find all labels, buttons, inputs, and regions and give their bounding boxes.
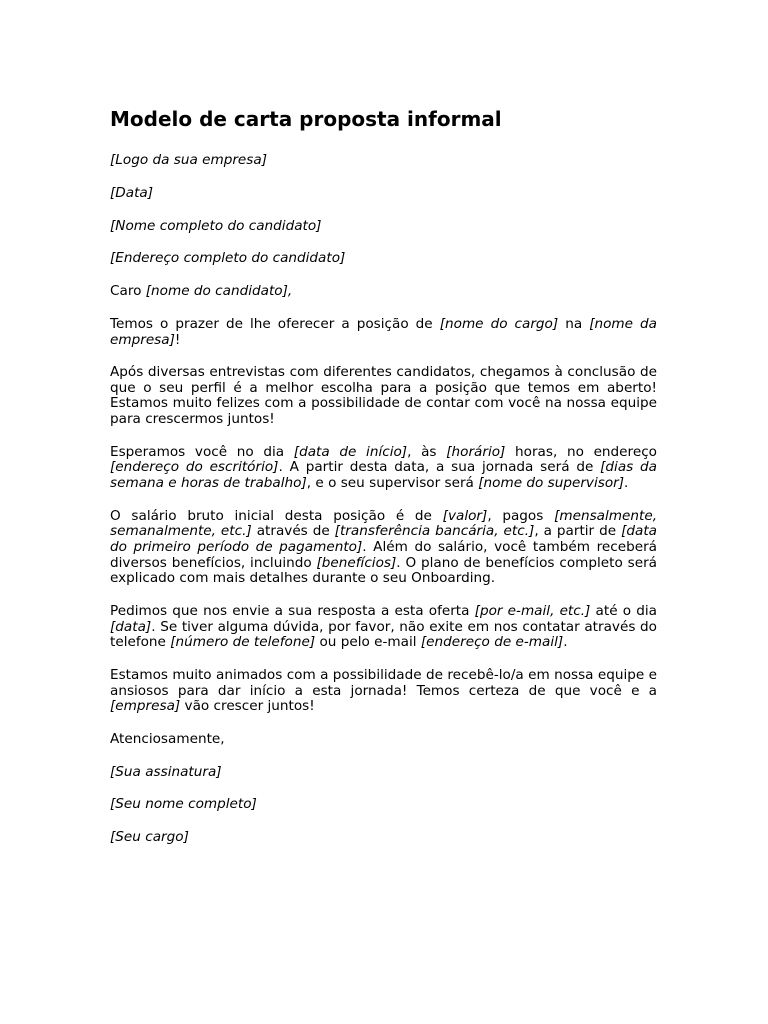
letter-document	[110, 106, 657, 863]
position-placeholder: [Seu cargo]	[110, 829, 189, 846]
document-title: Modelo de carta proposta informal	[110, 107, 502, 131]
signature-placeholder: [Sua assinatura]	[110, 763, 222, 780]
paragraph-salary: O salário bruto inicial desta posição é de [valor], pagos [mensalmente, semanalmente, etc.] através de [transferência bancária, etc.], a partir de [data do primeiro período de pagamento]. Além do salário, você também receberá diversos benefícios, incluindo [benefícios]. O plano de benefícios completo será explicado com mais detalhes durante o seu Onboarding.	[110, 507, 658, 587]
paragraph-start-date: Esperamos você no dia [data de início], às [horário] horas, no endereço [endereço do escritório]. A partir desta data, a sua jornada será de [dias da semana e horas de trabalho], e o seu supervisor será [nome do supervisor].	[110, 443, 658, 492]
logo-placeholder: [Logo da sua empresa]	[110, 152, 267, 168]
paragraph-response: Pedimos que nos envie a sua resposta a esta oferta [por e-mail, etc.] até o dia [data]. Se tiver alguma dúvida, por favor, não exite em nos contatar através do telefone [número de telefone] ou pelo e-mail [endereço de e-mail].	[110, 602, 657, 651]
paragraph-closing-remarks: Estamos muito animados com a possibilidade de recebê-lo/a em nossa equipe e ansiosos para dar início a esta jornada! Temos certeza de que você e a [empresa] vão crescer juntos!	[110, 666, 657, 715]
paragraph-offer: Temos o prazer de lhe oferecer a posição de [nome do cargo] na [nome da empresa]!	[110, 315, 658, 348]
greeting: Caro [nome do candidato],	[110, 283, 293, 300]
candidate-name-placeholder: [Nome completo do candidato]	[110, 217, 322, 234]
candidate-address-placeholder: [Endereço completo do candidato]	[110, 250, 346, 267]
paragraph-selection: Após diversas entrevistas com diferentes candidatos, chegamos à conclusão de que o seu perfil é a melhor escolha para a posição que temos em aberto! Estamos muito felizes com a possibilidade de contar com você na nossa equipe para crescermos juntos!	[110, 364, 657, 428]
salutation: Atenciosamente,	[110, 730, 225, 747]
full-name-placeholder: [Seu nome completo]	[110, 796, 257, 813]
date-placeholder: [Data]	[110, 184, 154, 201]
